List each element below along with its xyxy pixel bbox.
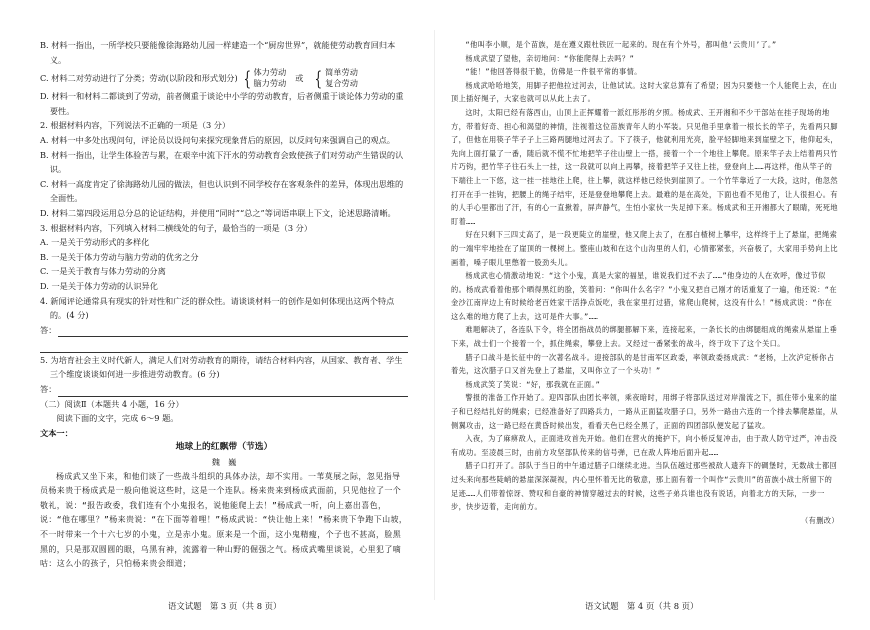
labor-type-brace-2 bbox=[312, 67, 358, 89]
q1-option-d: D. 材料一和材料二都谈到了劳动，前者侧重于谈论中小学的劳动教育，后者侧重于谈论体力劳动的重要性。 bbox=[40, 91, 404, 116]
text-one-label: 文本一： bbox=[40, 427, 73, 438]
q3-option-d: D. 一是关于体力劳动的认识异化 bbox=[40, 280, 158, 291]
q2-option-c: C. 材料一高度肯定了徐海路幼儿园的做法，但也认识到不同学校存在客观条件的差异，体现出思维的全面性。 bbox=[40, 178, 404, 204]
q2-option-b: B. 材料一指出，让学生体验苦与累，在艰辛中流下汗水的劳动教育会致使孩子们对劳动产生错误的认识。 bbox=[40, 149, 404, 175]
q5-stem: 5. 为培育社会主义时代新人，满足人们对劳动教育的期待，请结合材料内容，从国家、教育者、学生三个维度谈谈如何进一步推进劳动教育。(6 分) bbox=[40, 354, 403, 380]
or-word: 或 bbox=[295, 72, 304, 83]
passage-paragraph: 杨成武又坐下来，和他们谈了一些战斗组织的具体办法，却不实用。一苇莫展之际，忽见指导员杨来贵于杨成武是一般向他说这些时，这是一个连队。杨来贵来到杨成武面前，只见他拉了一个敬礼，说：“报告政委，我们连有个小鬼报名，说他能爬上去！”杨成武一听，向上嘉出喜色，说：“他在哪里？”杨来贵说：“在下面等着哩！”杨成武说：“快让他上来！”杨来贵下争跑下山坡，不一时带来一个十六七岁的小鬼，立是赤小鬼。原来是一个面，这小鬼精瘦，个子也不甚高，脸黑黑的，只是那双圆圆的眼，乌黑有神，流露着一种山野的倔强之气。杨成武嘴里谈说，心里犯了嘀咕：这么小的孩子，只怕杨来贵会细道； bbox=[40, 471, 408, 569]
page-footer: 语文试题 第 3 页（共 8 页） bbox=[168, 601, 282, 611]
passage-paragraph: 腊子口打开了。部队于当日的中午通过腊子口继续北进。当队伍越过那些被敌人遗弃下的碉堡时，无数战士都回过头来向那些陡峭的悬崖深深凝视，内心里怀着无比的敬意，那上面有着一个叫作“云贵川”的苗族小战士所留下的足迹……人们带着惊讶、赞叹和自豪的神情穿越过去的时候，这些子弟兵谁也没有说话，向着北方的天际，一步一步，快步迈着，走向前方。 bbox=[451, 461, 838, 512]
passage-paragraph: 腊子口战斗是长征中的一次著名战斗。迎接部队的是甘南军区政委，率领政委扬成武：“老杨，上次泸定桥你占着先，这次腊子口又首先登上了悬崖，又叫你立了一个头功！” bbox=[451, 352, 835, 376]
q2-option-d: D. 材料二第四段运用总分总的论证结构，并使用“同时”“总之”等词语串联上下文，论述思路清晰。 bbox=[40, 207, 396, 218]
q3-option-b: B. 一是关于体力劳动与脑力劳动的优劣之分 bbox=[40, 251, 199, 262]
passage-paragraph: “能！”他回答得很干脆，仿佛是一件很平常的事情。 bbox=[465, 67, 642, 77]
q4-answer-blank[interactable] bbox=[40, 337, 408, 353]
q1-option-b: B. 材料一指出，一所学校只要能像徐海路幼儿园一样建造一个“厨房世界”，就能使劳动教育回归本义。 bbox=[40, 40, 396, 65]
q3-option-c: C. 一是关于教育与体力劳动的分离 bbox=[40, 266, 166, 277]
answer-label: 答： bbox=[40, 384, 57, 395]
passage-paragraph: 这时，太阳已经有落西山，山顶上正挥耀着一派红彤彤的夕照。杨成武、王开湘和不少干部站在挂子现场的地方，带着好奇、担心和渴望的神情，注视着这位苗族青年人的小军装。只见他手里拿着一根长长的竿子，先看两只脚了，但他在用筷子竿子子上三路两腿地过河去了。下了筷子，他就利用光亮，脸平轻脚地来到崖壁之下，他仰起头，先向上面打量了一番，随后就不慌不忙地把竿子往山壁上一搭，接着一个一个地往上攀爬。原来竿子去上结着两只竹片巧钩，把竹竿子往石头上一挂，这一段就可以向上再攀，接着把竿子又往上挂，登登向上……再这样，他从竿子的下端往上一下悠，这一挂一挂地往上爬，往上攀，就这样他已经快到崖顶了。一个竹竿靠近了一大段，这时，他忽然打开在手一挂钩，把腰上的绳子结牢，还是登登地攀爬上去。最难的是在高处，下面也看不见他了，让人很担心。有的人手心里都出了汗，有的心一直揪着，屏声静气，生怕小家伙一失足掉下来。杨成武和王开湘都大了眼睛，死死地盯着…… bbox=[451, 107, 838, 226]
q3-option-a: A. 一是关于劳动形式的多样化 bbox=[40, 237, 150, 248]
passage-paragraph: 杨成武哈哈地笑，用脚子把他拉过河去，让他试试。这时大家总算有了希望；因为只要他一个人能爬上去，在山顶上插好绳子，大家也就可以从此上去了。 bbox=[451, 80, 838, 104]
reading2-header: （二）阅读Ⅱ（本题共 4 小题，16 分） bbox=[40, 398, 184, 409]
brace2-item: 简单劳动 bbox=[325, 67, 358, 78]
q1-option-c-text: C. 材料二对劳动进行了分类；劳动(以阶段和形式划分) bbox=[40, 72, 238, 83]
answer-label: 答： bbox=[40, 324, 57, 335]
q4-stem: 4. 新闻评论通常具有现实的针对性和广泛的群众性。请谈谈材料一的创作是如何体现出这两个特点的。(4 分) bbox=[40, 295, 395, 321]
q1-option-c bbox=[40, 67, 408, 89]
q2-stem: 2. 根据材料内容，下列说法不正确的一项是（3 分） bbox=[40, 120, 231, 131]
passage-paragraph: 杨成武也心情激动地说：“这个小鬼，真是大家的福星，谁说我们过不去了……”他身边的人在欢呼，像过节似的。杨成武看着他那个晒得黑红的脸，笑着问：“你叫什么名字？”小鬼又把自己刚才的话重复了一遍，他还说：“在金沙江南岸边上有时候给老百姓家干活挣点饭吃，我在家里打过猎，常爬山爬树，这没有什么！”杨成武说：“你在这么难的地方爬了上去，这可是件大事。”…… bbox=[451, 271, 837, 321]
reading2-instruction: 阅读下面的文字，完成 6～9 题。 bbox=[56, 413, 179, 424]
passage-paragraph: 入夜，为了麻痹敌人，正面进攻首先开始。他们在营火的掩护下，向小桥反复冲击，由于敌人防守过严，冲击没有成功。至凌晨三时，由前方攻坚部队传来的信号弹，已在敌人阵地后面升起…… bbox=[451, 434, 838, 457]
page-footer: 语文试题 第 4 页（共 8 页） bbox=[585, 601, 699, 611]
q5-answer-line[interactable] bbox=[40, 382, 408, 397]
brace1-item: 脑力劳动 bbox=[253, 78, 287, 89]
passage-paragraph: 好在只剩下三四丈高了，是一段更陡立的崖壁，他又爬上去了，在那白楂树上攀牢，这样终于上了悬崖，把绳索的一端牢牢地拴在了崖顶的一棵树上。整座山坡和在这个山沟里的人们，心情都紧张，兴奋极了，大家用手势向上比画着，嗓子眼儿里憋着一股劲头儿。 bbox=[451, 230, 838, 267]
q4-answer-line[interactable] bbox=[40, 323, 408, 338]
passage-paragraph: 难题解决了，各连队下令，将全团指战员的绑腿都解下来，连接起来，一条长长的由绑腿组成的绳索从悬崖上垂下来，战士们一个接着一个，抓住绳索，攀登上去。又经过一番紧张的战斗，终于攻下了这个关口。 bbox=[451, 325, 838, 349]
q2-option-a: A. 材料一中多处出现问句，评论员以设问句来探究现象背后的原因，以反问句来强调自己的观点。 bbox=[40, 134, 395, 145]
passage-paragraph: “他叫李小顺，是个苗族，是在遵义跟杜铁匠一起来的。现在有个外号，都叫他‘云贵川’了。” bbox=[465, 40, 777, 49]
passage-title: 地球上的红飘带（节选） bbox=[175, 442, 273, 453]
passage-author: 魏 巍 bbox=[211, 457, 237, 468]
left-column bbox=[40, 38, 408, 572]
q3-stem: 3. 根据材料内容，下列填入材料二横线处的句子，最恰当的一项是（3 分） bbox=[40, 222, 313, 233]
brace1-item: 体力劳动 bbox=[253, 67, 287, 78]
right-column bbox=[451, 38, 839, 527]
passage-paragraph: 杨成武笑了笑说：“好，那我就在正面。” bbox=[465, 379, 601, 389]
passage-paragraph: 警报的准备工作开始了。迎四部队由团长率领，乘夜暗时，用绑子将部队送过对岸湍流之下，抓住带小鬼来的崖子和已经结扎好的绳索；已经准备好了四路兵力，一路从正面猛攻腊子口，另外一路由六连的一个排去攀爬悬崖，从侧翼攻击，这一路已经在黄昏时候出发，看看天色已经全黑了，正面的四团部队便发起了猛攻。 bbox=[451, 393, 838, 430]
edit-note: （有删改） bbox=[801, 515, 839, 525]
curly-brace-icon: { bbox=[243, 66, 251, 91]
right-page bbox=[435, 0, 870, 630]
curly-brace-icon: { bbox=[314, 66, 323, 91]
passage-paragraph: 杨成武望了望他，亲切地问：“你能爬得上去吗？” bbox=[465, 53, 635, 63]
labor-type-brace-1 bbox=[241, 67, 287, 89]
brace2-item: 复合劳动 bbox=[325, 78, 358, 89]
